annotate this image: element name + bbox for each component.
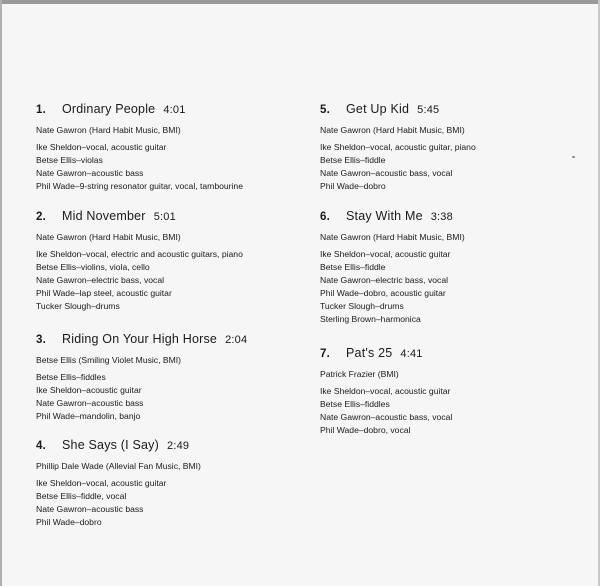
- personnel-credit: Tucker Slough–drums: [36, 301, 120, 311]
- track-block: [320, 207, 600, 326]
- personnel-list: [36, 248, 316, 313]
- personnel-credit: Phil Wade–dobro, vocal: [320, 425, 411, 435]
- track-duration: 2:04: [225, 334, 248, 346]
- track-number: 6.: [320, 211, 330, 223]
- track-block: [36, 207, 316, 313]
- personnel-credit: Phil Wade–mandolin, banjo: [36, 411, 141, 421]
- track-title: Get Up Kid: [346, 102, 410, 116]
- track-number: 3.: [36, 334, 46, 346]
- personnel-credit: Ike Sheldon–vocal, acoustic guitar, piano: [320, 142, 476, 152]
- songwriter-credit: Nate Gawron (Hard Habit Music, BMI): [36, 232, 181, 242]
- songwriter-credit: Nate Gawron (Hard Habit Music, BMI): [320, 125, 465, 135]
- personnel-credit: Tucker Slough–drums: [320, 301, 404, 311]
- songwriter-credit: Patrick Frazier (BMI): [320, 369, 399, 379]
- personnel-list: [320, 385, 600, 437]
- personnel-credit: Phil Wade–dobro: [320, 181, 386, 191]
- track-title: Riding On Your High Horse: [62, 332, 218, 346]
- personnel-list: [320, 248, 600, 326]
- songwriter-credit: Betse Ellis (Smiling Violet Music, BMI): [36, 355, 182, 365]
- personnel-credit: Ike Sheldon–vocal, acoustic guitar: [320, 249, 451, 259]
- personnel-credit: Nate Gawron–acoustic bass: [36, 504, 144, 514]
- personnel-credit: Nate Gawron–acoustic bass, vocal: [320, 412, 453, 422]
- personnel-credit: Nate Gawron–acoustic bass: [36, 168, 144, 178]
- songwriter-credit: Nate Gawron (Hard Habit Music, BMI): [36, 125, 181, 135]
- personnel-credit: Phil Wade–dobro, acoustic guitar: [320, 288, 446, 298]
- personnel-credit: Nate Gawron–electric bass, vocal: [320, 275, 449, 285]
- track-block: [320, 100, 600, 193]
- personnel-credit: Ike Sheldon–acoustic guitar: [36, 385, 142, 395]
- track-duration: 2:49: [167, 440, 190, 452]
- personnel-credit: Betse Ellis–fiddle: [320, 155, 386, 165]
- track-title: Ordinary People: [62, 102, 156, 116]
- track-number: 7.: [320, 348, 330, 360]
- track-duration: 4:01: [163, 104, 186, 116]
- track-duration: 5:45: [417, 104, 440, 116]
- personnel-credit: Phil Wade–9-string resonator guitar, vocal, tambourine: [36, 181, 243, 191]
- personnel-credit: Phil Wade–lap steel, acoustic guitar: [36, 288, 172, 298]
- track-block: [36, 330, 316, 423]
- personnel-credit: Ike Sheldon–vocal, acoustic guitar: [36, 142, 167, 152]
- track-number: 1.: [36, 104, 46, 116]
- personnel-credit: Betse Ellis–fiddle: [320, 262, 386, 272]
- track-duration: 5:01: [153, 211, 176, 223]
- personnel-list: [36, 477, 316, 529]
- personnel-credit: Nate Gawron–acoustic bass, vocal: [320, 168, 453, 178]
- personnel-credit: Sterling Brown–harmonica: [320, 314, 421, 324]
- track-title-row: [36, 330, 316, 348]
- track-duration: 3:38: [430, 211, 453, 223]
- songwriter-credit: Nate Gawron (Hard Habit Music, BMI): [320, 232, 465, 242]
- track-number: 2.: [36, 211, 46, 223]
- track-title: Mid November: [62, 209, 146, 223]
- personnel-credit: Ike Sheldon–vocal, acoustic guitar: [36, 478, 167, 488]
- track-title-row: [320, 100, 600, 118]
- personnel-credit: Betse Ellis–fiddles: [320, 399, 390, 409]
- track-title-row: [36, 100, 316, 118]
- personnel-credit: Nate Gawron–electric bass, vocal: [36, 275, 165, 285]
- personnel-credit: Ike Sheldon–vocal, electric and acoustic guitars, piano: [36, 249, 243, 259]
- track-number: 4.: [36, 440, 46, 452]
- track-title: Pat's 25: [346, 346, 393, 360]
- personnel-credit: Nate Gawron–acoustic bass: [36, 398, 144, 408]
- personnel-list: [36, 141, 316, 193]
- personnel-list: [320, 141, 600, 193]
- track-number: 5.: [320, 104, 330, 116]
- track-title-row: [36, 207, 316, 225]
- track-title-row: [320, 207, 600, 225]
- track-block: [36, 100, 316, 193]
- personnel-credit: Betse Ellis–violins, viola, cello: [36, 262, 150, 272]
- track-block: [320, 344, 600, 437]
- scan-top-edge: [0, 0, 600, 4]
- songwriter-credit: Phillip Dale Wade (Allevial Fan Music, BMI): [36, 461, 201, 471]
- personnel-credit: Betse Ellis–violas: [36, 155, 103, 165]
- track-title: She Says (I Say): [62, 438, 159, 452]
- track-duration: 4:41: [400, 348, 423, 360]
- track-block: [36, 436, 316, 529]
- track-title-row: [320, 344, 600, 362]
- track-title: Stay With Me: [346, 209, 423, 223]
- track-title-row: [36, 436, 316, 454]
- personnel-credit: Phil Wade–dobro: [36, 517, 102, 527]
- personnel-credit: Betse Ellis–fiddle, vocal: [36, 491, 127, 501]
- scan-left-edge: [0, 0, 2, 586]
- personnel-credit: Betse Ellis–fiddles: [36, 372, 106, 382]
- personnel-credit: Ike Sheldon–vocal, acoustic guitar: [320, 386, 451, 396]
- personnel-list: [36, 371, 316, 423]
